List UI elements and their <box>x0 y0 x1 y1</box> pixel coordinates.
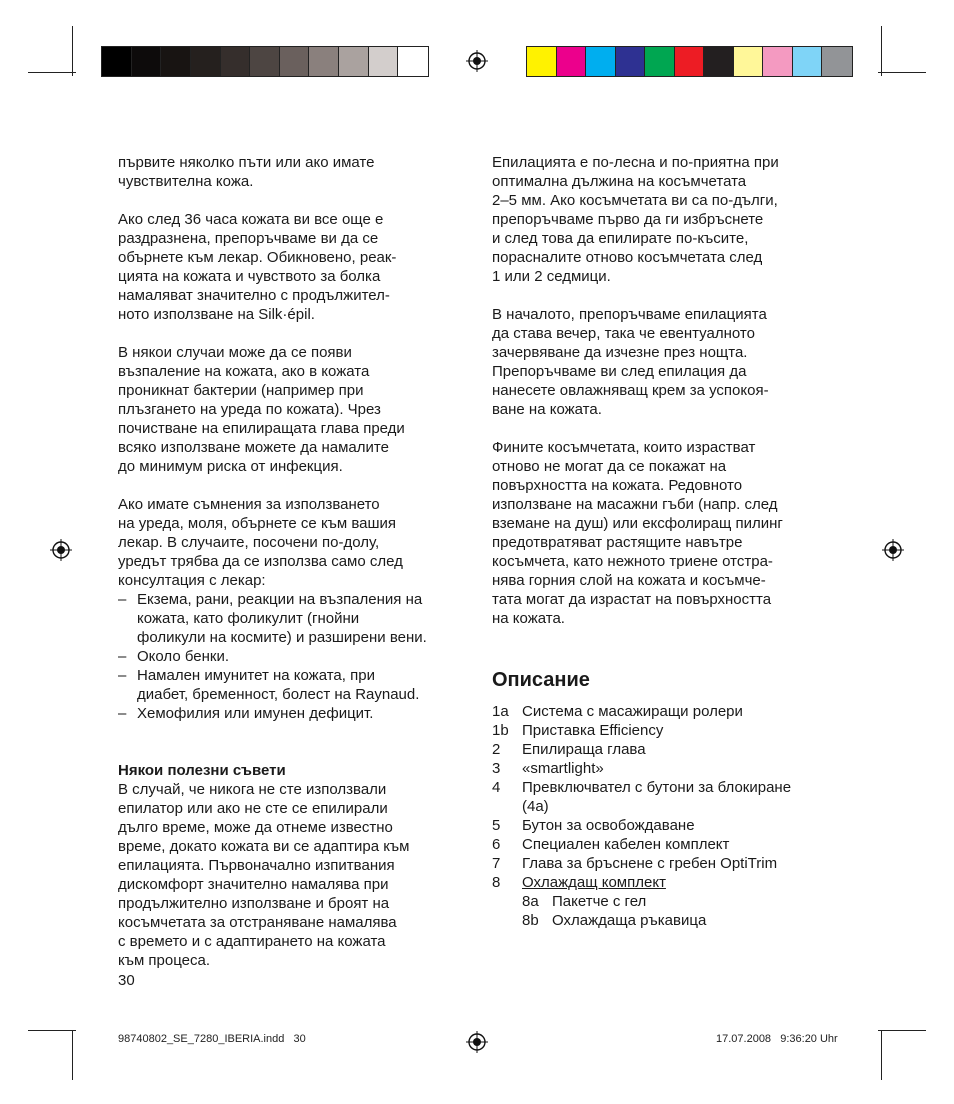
registration-mark-icon <box>466 50 488 72</box>
color-swatch <box>645 47 675 76</box>
color-swatch <box>191 47 221 76</box>
process-color-bar <box>526 46 853 77</box>
color-swatch <box>822 47 852 76</box>
paragraph: Ако имате съмнения за използването на уреда, моля, обърнете се към вашия лекар. В случаите, посочени по-долу, уредът трябва да се използва само след консултация с лекар: – Екзема, рани, реакции на възпаления на кожата, като фоликулит (гнойни фоликули на космите) и разширени вени. – Около бенки. – Намален имунитет на кожата, при диабет, бременност, болест на Raynaud. – Хемофилия или имунен дефицит. <box>118 495 468 723</box>
color-swatch <box>616 47 646 76</box>
list-item: – Намален имунитет на кожата, при диабет, бременност, болест на Raynaud. <box>118 667 420 703</box>
registration-mark-icon <box>882 539 904 561</box>
color-swatch <box>250 47 280 76</box>
list-item: – Около бенки. <box>118 648 229 665</box>
color-swatch <box>527 47 557 76</box>
color-swatch <box>339 47 369 76</box>
color-swatch <box>221 47 251 76</box>
tips-heading: Някои полезни съвети <box>118 762 286 779</box>
color-swatch <box>369 47 399 76</box>
color-swatch <box>102 47 132 76</box>
color-swatch <box>398 47 428 76</box>
crop-mark <box>28 1030 76 1031</box>
registration-mark-icon <box>50 539 72 561</box>
list-item: 4 Превключвател с бутони за блокиране (4a) <box>492 779 792 815</box>
color-swatch <box>132 47 162 76</box>
list-item: 2 Епилираща глава <box>492 741 646 758</box>
color-swatch <box>734 47 764 76</box>
footer-timestamp: 17.07.2008 9:36:20 Uhr <box>716 1033 838 1045</box>
list-item: 3 «smartlight» <box>492 760 604 777</box>
color-swatch <box>704 47 734 76</box>
paragraph: Епилацията е по-лесна и по-приятна при оптимална дължина на косъмчетата 2–5 мм. Ако косъмчетата ви са по-дълги, препоръчваме първо да ги избръснете и след това да епилирате по-късите, порасналите отново косъмчетата след 1 или 2 седмици. <box>492 154 779 285</box>
registration-mark-icon <box>466 1031 488 1053</box>
paragraph: Ако след 36 часа кожата ви все още е раздразнена, препоръчваме ви да се обърнете към лекар. Обикновено, реак- цията на кожата и чувството за болка намаляват значително с продължител- ното използване на Silk·épil. <box>118 211 397 323</box>
section-title: Описание <box>492 669 590 691</box>
crop-mark <box>72 1030 73 1080</box>
crop-mark <box>72 26 73 76</box>
list-subitem: 8b Охлаждаща ръкавица <box>522 912 707 929</box>
paragraph: В някои случаи може да се появи възпаление на кожата, ако в кожата проникнат бактерии (например при плъзгането на уреда по кожата). Чрез почистване на епилиращата глава преди всяко използване можете да намалите до минимум риска от инфекция. <box>118 344 405 475</box>
color-swatch <box>793 47 823 76</box>
page-number: 30 <box>118 972 135 989</box>
crop-mark <box>881 1030 882 1080</box>
paragraph: Фините косъмчетата, които израстват отново не могат да се покажат на повърхността на кожата. Редовното използване на масажни гъби (напр. след вземане на душ) или ексфолиращ пилинг предотвратяват растящите навътре косъмчета, като нежното триене отстра- нява горния слой на кожата и косъмче- тата могат да израстат на повърхността на кожата. <box>492 439 783 627</box>
footer-filename: 98740802_SE_7280_IBERIA.indd 30 <box>118 1033 306 1045</box>
list-item: 5 Бутон за освобождаване <box>492 817 695 834</box>
list-item: 1a Система с масажиращи ролери <box>492 703 743 720</box>
list-item: 6 Специален кабелен комплект <box>492 836 730 853</box>
paragraph: първите няколко пъти или ако имате чувствителна кожа. <box>118 154 375 190</box>
color-swatch <box>280 47 310 76</box>
color-swatch <box>161 47 191 76</box>
left-column <box>118 153 468 970</box>
crop-mark <box>28 72 76 73</box>
contraindication-list <box>118 590 468 723</box>
crop-mark <box>881 26 882 76</box>
parts-list <box>492 702 842 930</box>
list-item: 7 Глава за бръснене с гребен OptiTrim <box>492 855 778 872</box>
grayscale-color-bar <box>101 46 429 77</box>
list-item: – Хемофилия или имунен дефицит. <box>118 705 374 722</box>
list-item: 8 Охлаждащ комплект <box>492 874 666 891</box>
tips-section: Някои полезни съвети В случай, че никога не сте използвали епилатор или ако не сте се епилирали дълго време, може да отнеме известно време, докато кожата ви се адаптира към епилацията. Първоначално изпитвания дискомфорт значително намалява при продължително използване и броят на косъмчетата за отстраняване намалява с времето и с адаптирането на кожата към процеса. <box>118 761 468 970</box>
color-swatch <box>763 47 793 76</box>
crop-mark <box>878 72 926 73</box>
color-swatch <box>557 47 587 76</box>
list-subitem: 8a Пакетче с гел <box>522 893 647 910</box>
list-item: – Екзема, рани, реакции на възпаления на кожата, като фоликулит (гнойни фоликули на космите) и разширени вени. <box>118 591 427 646</box>
right-column <box>492 153 842 930</box>
color-swatch <box>309 47 339 76</box>
crop-mark <box>878 1030 926 1031</box>
paragraph: В началото, препоръчваме епилацията да става вечер, така че евентуалното зачервяване да изчезне през нощта. Препоръчваме ви след епилация да нанесете овлажняващ крем за успокоя- ване на кожата. <box>492 306 769 418</box>
color-swatch <box>586 47 616 76</box>
list-item: 1b Приставка Efficiency <box>492 722 664 739</box>
color-swatch <box>675 47 705 76</box>
